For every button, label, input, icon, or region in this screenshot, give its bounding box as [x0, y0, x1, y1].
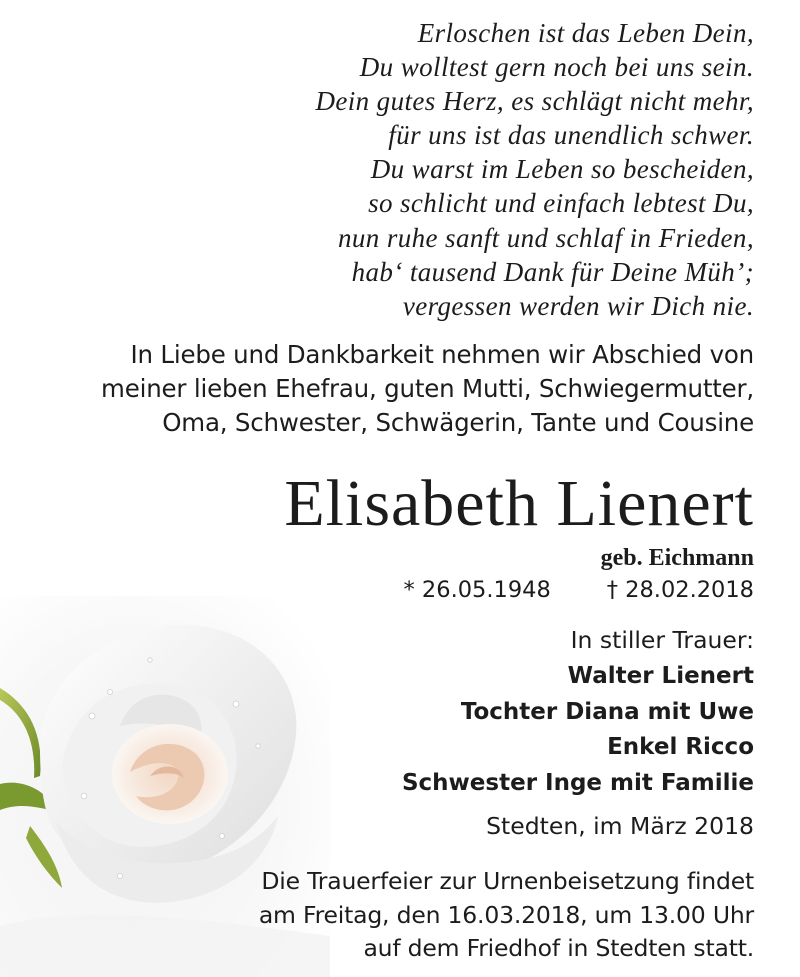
- intro-line: meiner lieben Ehefrau, guten Mutti, Schwiegermutter,: [101, 374, 754, 403]
- intro-line: Oma, Schwester, Schwägerin, Tante und Cousine: [162, 408, 754, 437]
- poem: [315, 16, 754, 323]
- deceased-name: Elisabeth Lienert: [284, 467, 754, 540]
- mourner-name: Enkel Ricco: [607, 734, 754, 760]
- poem-line: Erloschen ist das Leben Dein,: [417, 18, 754, 48]
- mourners-label: In stiller Trauer:: [570, 626, 754, 654]
- funeral-line: auf dem Friedhof in Stedten statt.: [363, 934, 754, 962]
- birth-date: * 26.05.1948: [403, 577, 551, 603]
- intro-text: [101, 338, 754, 440]
- mourner-name: Walter Lienert: [567, 663, 754, 689]
- life-dates: [404, 575, 754, 605]
- birth-name: geb. Eichmann: [600, 545, 754, 571]
- mourner-name: Schwester Inge mit Familie: [401, 769, 754, 796]
- funeral-line: Die Trauerfeier zur Urnenbeisetzung findet: [261, 867, 754, 895]
- funeral-notice: [259, 865, 754, 966]
- intro-line: In Liebe und Dankbarkeit nehmen wir Abschied von: [130, 340, 754, 369]
- poem-line: nun ruhe sanft und schlaf in Frieden,: [337, 222, 754, 253]
- mourner-name: Tochter Diana mit Uwe: [460, 698, 754, 725]
- poem-line: Du wolltest gern noch bei uns sein.: [359, 52, 754, 83]
- poem-line: so schlicht und einfach lebtest Du,: [368, 188, 754, 219]
- place-date: Stedten, im März 2018: [486, 812, 754, 840]
- poem-line: Du warst im Leben so bescheiden,: [370, 154, 754, 185]
- poem-line: vergessen werden wir Dich nie.: [402, 290, 754, 321]
- death-date: † 28.02.2018: [606, 577, 754, 603]
- poem-line: Dein gutes Herz, es schlägt nicht mehr,: [315, 86, 754, 117]
- mourners-list: [402, 659, 754, 801]
- poem-line: für uns ist das unendlich schwer.: [388, 120, 754, 151]
- poem-line: hab‘ tausend Dank für Deine Müh’;: [351, 256, 754, 287]
- funeral-line: am Freitag, den 16.03.2018, um 13.00 Uhr: [258, 900, 754, 929]
